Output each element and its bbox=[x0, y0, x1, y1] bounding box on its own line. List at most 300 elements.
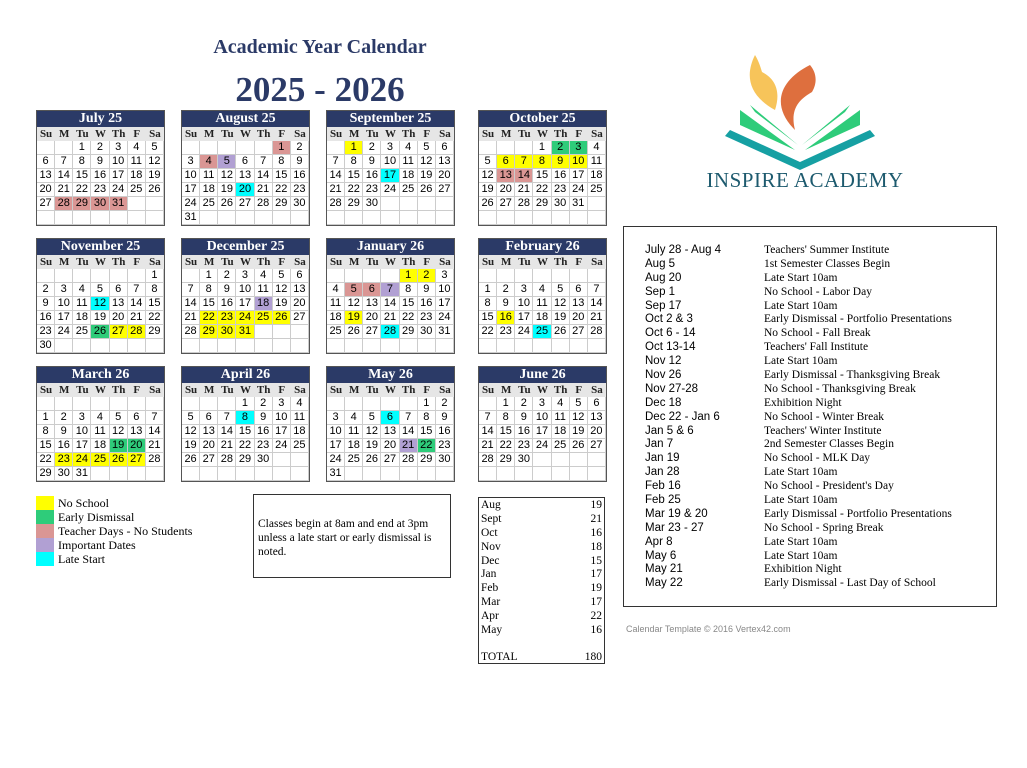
calendar-years: 2025 - 2026 bbox=[235, 70, 405, 109]
day-cell: 14 bbox=[588, 297, 606, 311]
day-cell: 27 bbox=[291, 311, 309, 325]
weekday-label: W bbox=[533, 383, 551, 397]
weekday-label: Th bbox=[552, 255, 570, 269]
day-cell: 30 bbox=[255, 453, 273, 467]
empty-cell bbox=[497, 339, 515, 353]
day-cell: 4 bbox=[345, 411, 363, 425]
day-cell: 31 bbox=[73, 467, 91, 481]
day-cell: 2 bbox=[55, 411, 73, 425]
day-cell: 14 bbox=[182, 297, 200, 311]
day-cell: 27 bbox=[200, 453, 218, 467]
empty-cell bbox=[236, 467, 254, 481]
day-cell: 17 bbox=[533, 425, 551, 439]
empty-cell bbox=[236, 339, 254, 353]
day-cell: 5 bbox=[570, 397, 588, 411]
day-cell: 9 bbox=[363, 155, 381, 169]
event-description: No School - MLK Day bbox=[764, 452, 871, 465]
weekday-label: Su bbox=[479, 127, 497, 141]
weekday-label: Tu bbox=[73, 383, 91, 397]
day-cell: 17 bbox=[515, 311, 533, 325]
day-cell: 15 bbox=[533, 169, 551, 183]
day-cell: 20 bbox=[570, 311, 588, 325]
day-cell: 18 bbox=[73, 311, 91, 325]
day-cell: 14 bbox=[218, 425, 236, 439]
day-cell: 18 bbox=[400, 169, 418, 183]
event-row bbox=[645, 369, 996, 383]
day-cell: 3 bbox=[236, 269, 254, 283]
day-cell: 17 bbox=[236, 297, 254, 311]
weekday-label: Sa bbox=[436, 383, 454, 397]
count-days: 17 bbox=[590, 568, 602, 581]
empty-cell bbox=[291, 211, 309, 225]
event-date: Oct 13-14 bbox=[645, 341, 696, 354]
event-description: Late Start 10am bbox=[764, 466, 838, 479]
day-cell: 18 bbox=[200, 183, 218, 197]
weekday-label: M bbox=[200, 255, 218, 269]
day-cell: 29 bbox=[37, 467, 55, 481]
day-cell: 24 bbox=[381, 183, 399, 197]
day-cell: 26 bbox=[570, 439, 588, 453]
event-row bbox=[645, 577, 996, 591]
day-cell: 18 bbox=[91, 439, 109, 453]
empty-cell bbox=[37, 269, 55, 283]
weekday-label: Sa bbox=[436, 255, 454, 269]
day-cell: 30 bbox=[37, 339, 55, 353]
count-month: Jan bbox=[481, 568, 497, 581]
empty-cell bbox=[146, 467, 164, 481]
day-cell: 1 bbox=[497, 397, 515, 411]
day-cell: 30 bbox=[515, 453, 533, 467]
weekday-label: Su bbox=[37, 255, 55, 269]
day-cell: 17 bbox=[381, 169, 399, 183]
count-days: 22 bbox=[590, 610, 602, 623]
legend-label: Teacher Days - No Students bbox=[58, 523, 193, 538]
day-cell: 30 bbox=[91, 197, 109, 211]
weekday-label: Tu bbox=[515, 255, 533, 269]
day-cell: 12 bbox=[552, 297, 570, 311]
event-date: Jan 5 & 6 bbox=[645, 424, 694, 437]
day-cell: 9 bbox=[55, 425, 73, 439]
weekday-label: W bbox=[91, 255, 109, 269]
day-cell: 2 bbox=[552, 141, 570, 155]
event-description: Early Dismissal - Thanksgiving Break bbox=[764, 369, 941, 382]
month-header: February 26 bbox=[479, 239, 606, 255]
day-cell: 7 bbox=[55, 155, 73, 169]
day-cell: 10 bbox=[55, 297, 73, 311]
day-cell: 15 bbox=[200, 297, 218, 311]
empty-cell bbox=[497, 141, 515, 155]
event-description: 1st Semester Classes Begin bbox=[764, 257, 891, 270]
day-cell: 15 bbox=[236, 425, 254, 439]
school-hours-note: Classes begin at 8am and end at 3pm unless a late start or early dismissal is noted. bbox=[253, 494, 451, 578]
day-cell: 23 bbox=[255, 439, 273, 453]
day-cell: 28 bbox=[255, 197, 273, 211]
day-cell: 8 bbox=[345, 155, 363, 169]
day-cell: 31 bbox=[570, 197, 588, 211]
empty-cell bbox=[381, 269, 399, 283]
day-cell: 14 bbox=[327, 169, 345, 183]
empty-cell bbox=[533, 211, 551, 225]
day-cell: 11 bbox=[552, 411, 570, 425]
day-cell: 25 bbox=[73, 325, 91, 339]
weekday-label: Tu bbox=[218, 255, 236, 269]
legend-label: Early Dismissal bbox=[58, 509, 135, 524]
day-cell: 10 bbox=[515, 297, 533, 311]
day-cell: 26 bbox=[552, 325, 570, 339]
day-cell: 1 bbox=[236, 397, 254, 411]
empty-cell bbox=[200, 339, 218, 353]
empty-cell bbox=[128, 211, 146, 225]
day-cell: 4 bbox=[327, 283, 345, 297]
weekday-label: Sa bbox=[588, 127, 606, 141]
legend-swatch bbox=[36, 552, 54, 566]
day-cell: 27 bbox=[128, 453, 146, 467]
day-cell: 23 bbox=[552, 183, 570, 197]
day-cell: 5 bbox=[345, 283, 363, 297]
day-cell: 1 bbox=[479, 283, 497, 297]
day-cell: 12 bbox=[110, 425, 128, 439]
day-cell: 6 bbox=[291, 269, 309, 283]
day-cell: 10 bbox=[182, 169, 200, 183]
day-cell: 21 bbox=[55, 183, 73, 197]
events-list bbox=[623, 226, 997, 607]
day-cell: 11 bbox=[128, 155, 146, 169]
day-cell: 13 bbox=[128, 425, 146, 439]
event-row bbox=[645, 286, 996, 300]
day-cell: 12 bbox=[570, 411, 588, 425]
empty-cell bbox=[363, 467, 381, 481]
day-cell: 11 bbox=[327, 297, 345, 311]
day-cell: 7 bbox=[128, 283, 146, 297]
count-days: 19 bbox=[590, 499, 602, 511]
day-cell: 30 bbox=[418, 325, 436, 339]
day-cell: 18 bbox=[533, 311, 551, 325]
day-cell: 1 bbox=[418, 397, 436, 411]
day-cell: 19 bbox=[345, 311, 363, 325]
day-cell: 4 bbox=[91, 411, 109, 425]
day-cell: 26 bbox=[273, 311, 291, 325]
day-cell: 19 bbox=[570, 425, 588, 439]
weekday-label: W bbox=[381, 127, 399, 141]
day-cell: 16 bbox=[418, 297, 436, 311]
weekday-label: Th bbox=[255, 255, 273, 269]
event-row bbox=[645, 438, 996, 452]
weekday-label: Sa bbox=[436, 127, 454, 141]
count-days: 21 bbox=[590, 512, 602, 525]
weekday-label: M bbox=[345, 255, 363, 269]
day-cell: 13 bbox=[110, 297, 128, 311]
day-cell: 23 bbox=[515, 439, 533, 453]
weekday-label: Tu bbox=[363, 383, 381, 397]
event-row bbox=[645, 550, 996, 564]
day-cell: 16 bbox=[363, 169, 381, 183]
day-cell: 5 bbox=[110, 411, 128, 425]
day-cell: 29 bbox=[146, 325, 164, 339]
event-row bbox=[645, 272, 996, 286]
event-description: No School - President's Day bbox=[764, 480, 894, 493]
empty-cell bbox=[400, 339, 418, 353]
weekday-label: M bbox=[55, 255, 73, 269]
count-month: Oct bbox=[481, 526, 498, 539]
day-cell: 14 bbox=[515, 169, 533, 183]
day-cell: 3 bbox=[110, 141, 128, 155]
empty-cell bbox=[128, 197, 146, 211]
count-row bbox=[481, 568, 602, 582]
event-date: July 28 - Aug 4 bbox=[645, 244, 722, 256]
event-row bbox=[645, 466, 996, 480]
empty-cell bbox=[128, 339, 146, 353]
empty-cell bbox=[552, 467, 570, 481]
event-description: Late Start 10am bbox=[764, 549, 838, 562]
empty-cell bbox=[552, 211, 570, 225]
empty-cell bbox=[552, 339, 570, 353]
empty-cell bbox=[363, 339, 381, 353]
day-cell: 10 bbox=[381, 155, 399, 169]
day-cell: 21 bbox=[128, 311, 146, 325]
day-cell: 3 bbox=[533, 397, 551, 411]
day-cell: 24 bbox=[73, 453, 91, 467]
empty-cell bbox=[479, 141, 497, 155]
month-header: July 25 bbox=[37, 111, 164, 127]
day-cell: 7 bbox=[146, 411, 164, 425]
day-cell: 19 bbox=[363, 439, 381, 453]
day-cell: 24 bbox=[570, 183, 588, 197]
empty-cell bbox=[418, 339, 436, 353]
empty-cell bbox=[146, 397, 164, 411]
weekday-label: Sa bbox=[146, 127, 164, 141]
empty-cell bbox=[273, 453, 291, 467]
weekday-label: M bbox=[497, 255, 515, 269]
empty-cell bbox=[363, 397, 381, 411]
month-june-26 bbox=[478, 366, 607, 482]
count-row bbox=[481, 555, 602, 569]
event-row bbox=[645, 452, 996, 466]
count-row bbox=[481, 541, 602, 555]
day-cell: 25 bbox=[588, 183, 606, 197]
weekday-label: F bbox=[273, 255, 291, 269]
weekday-label: F bbox=[128, 383, 146, 397]
weekday-label: W bbox=[236, 127, 254, 141]
day-cell: 7 bbox=[479, 411, 497, 425]
day-cell: 15 bbox=[479, 311, 497, 325]
empty-cell bbox=[73, 211, 91, 225]
day-cell: 2 bbox=[436, 397, 454, 411]
day-cell: 13 bbox=[436, 155, 454, 169]
day-cell: 31 bbox=[182, 211, 200, 225]
day-cell: 19 bbox=[218, 183, 236, 197]
empty-cell bbox=[55, 141, 73, 155]
day-cell: 1 bbox=[273, 141, 291, 155]
day-cell: 25 bbox=[128, 183, 146, 197]
empty-cell bbox=[73, 339, 91, 353]
count-month: Dec bbox=[481, 554, 500, 567]
count-row bbox=[481, 582, 602, 596]
empty-cell bbox=[515, 269, 533, 283]
weekday-label: W bbox=[236, 255, 254, 269]
weekday-label: Su bbox=[182, 255, 200, 269]
day-cell: 9 bbox=[37, 297, 55, 311]
day-cell: 21 bbox=[515, 183, 533, 197]
day-cell: 20 bbox=[128, 439, 146, 453]
day-cell: 30 bbox=[436, 453, 454, 467]
weekday-label: Th bbox=[552, 127, 570, 141]
event-description: No School - Fall Break bbox=[764, 327, 871, 340]
empty-cell bbox=[55, 339, 73, 353]
weekday-label: W bbox=[236, 383, 254, 397]
empty-cell bbox=[479, 467, 497, 481]
event-description: Early Dismissal - Portfolio Presentations bbox=[764, 507, 952, 520]
weekday-label: M bbox=[55, 127, 73, 141]
day-cell: 21 bbox=[146, 439, 164, 453]
day-cell: 6 bbox=[200, 411, 218, 425]
weekday-label: Su bbox=[182, 383, 200, 397]
legend-swatch bbox=[36, 524, 54, 538]
event-description: Late Start 10am bbox=[764, 299, 838, 312]
event-row bbox=[645, 258, 996, 272]
month-header: June 26 bbox=[479, 367, 606, 383]
day-cell: 7 bbox=[218, 411, 236, 425]
day-cell: 17 bbox=[327, 439, 345, 453]
empty-cell bbox=[182, 141, 200, 155]
day-cell: 2 bbox=[37, 283, 55, 297]
count-month: Aug bbox=[481, 499, 501, 511]
weekday-label: W bbox=[381, 255, 399, 269]
day-cell: 22 bbox=[533, 183, 551, 197]
day-cell: 7 bbox=[255, 155, 273, 169]
weekday-label: Sa bbox=[588, 255, 606, 269]
day-cell: 9 bbox=[515, 411, 533, 425]
day-cell: 3 bbox=[381, 141, 399, 155]
day-cell: 16 bbox=[91, 169, 109, 183]
weekday-label: Sa bbox=[588, 383, 606, 397]
empty-cell bbox=[37, 141, 55, 155]
day-cell: 4 bbox=[255, 269, 273, 283]
weekday-label: Tu bbox=[515, 383, 533, 397]
day-cell: 22 bbox=[73, 183, 91, 197]
day-cell: 24 bbox=[55, 325, 73, 339]
day-cell: 21 bbox=[255, 183, 273, 197]
count-month: May bbox=[481, 624, 503, 637]
empty-cell bbox=[400, 467, 418, 481]
legend-item bbox=[36, 524, 192, 538]
event-date: Dec 22 - Jan 6 bbox=[645, 410, 720, 423]
weekday-label: W bbox=[533, 255, 551, 269]
day-cell: 4 bbox=[128, 141, 146, 155]
count-row bbox=[481, 527, 602, 541]
weekday-label: W bbox=[533, 127, 551, 141]
weekday-label: Tu bbox=[218, 383, 236, 397]
day-cell: 20 bbox=[110, 311, 128, 325]
month-header: November 25 bbox=[37, 239, 164, 255]
empty-cell bbox=[479, 397, 497, 411]
day-cell: 10 bbox=[436, 283, 454, 297]
weekday-label: Tu bbox=[73, 127, 91, 141]
day-cell: 13 bbox=[570, 297, 588, 311]
day-cell: 16 bbox=[436, 425, 454, 439]
day-cell: 12 bbox=[345, 297, 363, 311]
empty-cell bbox=[363, 211, 381, 225]
day-cell: 12 bbox=[218, 169, 236, 183]
day-cell: 14 bbox=[55, 169, 73, 183]
day-cell: 15 bbox=[273, 169, 291, 183]
empty-cell bbox=[110, 397, 128, 411]
event-date: Oct 2 & 3 bbox=[645, 313, 693, 326]
day-cell: 14 bbox=[146, 425, 164, 439]
event-date: Dec 18 bbox=[645, 396, 682, 409]
day-cell: 1 bbox=[37, 411, 55, 425]
day-cell: 28 bbox=[381, 325, 399, 339]
day-cell: 21 bbox=[479, 439, 497, 453]
count-days: 16 bbox=[590, 526, 602, 539]
day-cell: 20 bbox=[291, 297, 309, 311]
day-cell: 3 bbox=[436, 269, 454, 283]
empty-cell bbox=[436, 211, 454, 225]
day-cell: 19 bbox=[479, 183, 497, 197]
weekday-label: Th bbox=[255, 383, 273, 397]
event-date: Jan 7 bbox=[645, 438, 674, 451]
weekday-label: Th bbox=[110, 255, 128, 269]
empty-cell bbox=[515, 339, 533, 353]
day-cell: 28 bbox=[479, 453, 497, 467]
day-cell: 25 bbox=[345, 453, 363, 467]
empty-cell bbox=[588, 339, 606, 353]
day-cell: 20 bbox=[381, 439, 399, 453]
count-days: 15 bbox=[590, 554, 602, 567]
day-cell: 24 bbox=[236, 311, 254, 325]
day-cell: 6 bbox=[497, 155, 515, 169]
empty-cell bbox=[588, 467, 606, 481]
day-cell: 17 bbox=[110, 169, 128, 183]
event-row bbox=[645, 522, 996, 536]
empty-cell bbox=[345, 467, 363, 481]
count-days: 17 bbox=[590, 596, 602, 609]
day-cell: 23 bbox=[497, 325, 515, 339]
day-cell: 21 bbox=[327, 183, 345, 197]
count-days: 16 bbox=[590, 624, 602, 637]
event-description: Teachers' Fall Institute bbox=[764, 341, 869, 354]
day-cell: 27 bbox=[436, 183, 454, 197]
day-cell: 17 bbox=[55, 311, 73, 325]
day-cell: 28 bbox=[218, 453, 236, 467]
day-cell: 23 bbox=[363, 183, 381, 197]
day-cell: 10 bbox=[273, 411, 291, 425]
empty-cell bbox=[570, 269, 588, 283]
empty-cell bbox=[218, 339, 236, 353]
day-cell: 15 bbox=[400, 297, 418, 311]
weekday-label: M bbox=[200, 383, 218, 397]
empty-cell bbox=[110, 269, 128, 283]
count-days: 19 bbox=[590, 582, 602, 595]
weekday-label: Th bbox=[400, 255, 418, 269]
empty-cell bbox=[73, 269, 91, 283]
day-cell: 5 bbox=[273, 269, 291, 283]
weekday-label: F bbox=[273, 127, 291, 141]
day-cell: 8 bbox=[497, 411, 515, 425]
day-cell: 12 bbox=[146, 155, 164, 169]
day-cell: 12 bbox=[479, 169, 497, 183]
weekday-label: F bbox=[418, 383, 436, 397]
day-cell: 18 bbox=[345, 439, 363, 453]
event-description: Late Start 10am bbox=[764, 271, 838, 284]
event-description: Exhibition Night bbox=[764, 396, 842, 409]
weekday-label: M bbox=[55, 383, 73, 397]
event-row bbox=[645, 383, 996, 397]
day-cell: 11 bbox=[73, 297, 91, 311]
day-cell: 29 bbox=[345, 197, 363, 211]
day-cell: 13 bbox=[363, 297, 381, 311]
empty-cell bbox=[418, 197, 436, 211]
day-cell: 12 bbox=[418, 155, 436, 169]
